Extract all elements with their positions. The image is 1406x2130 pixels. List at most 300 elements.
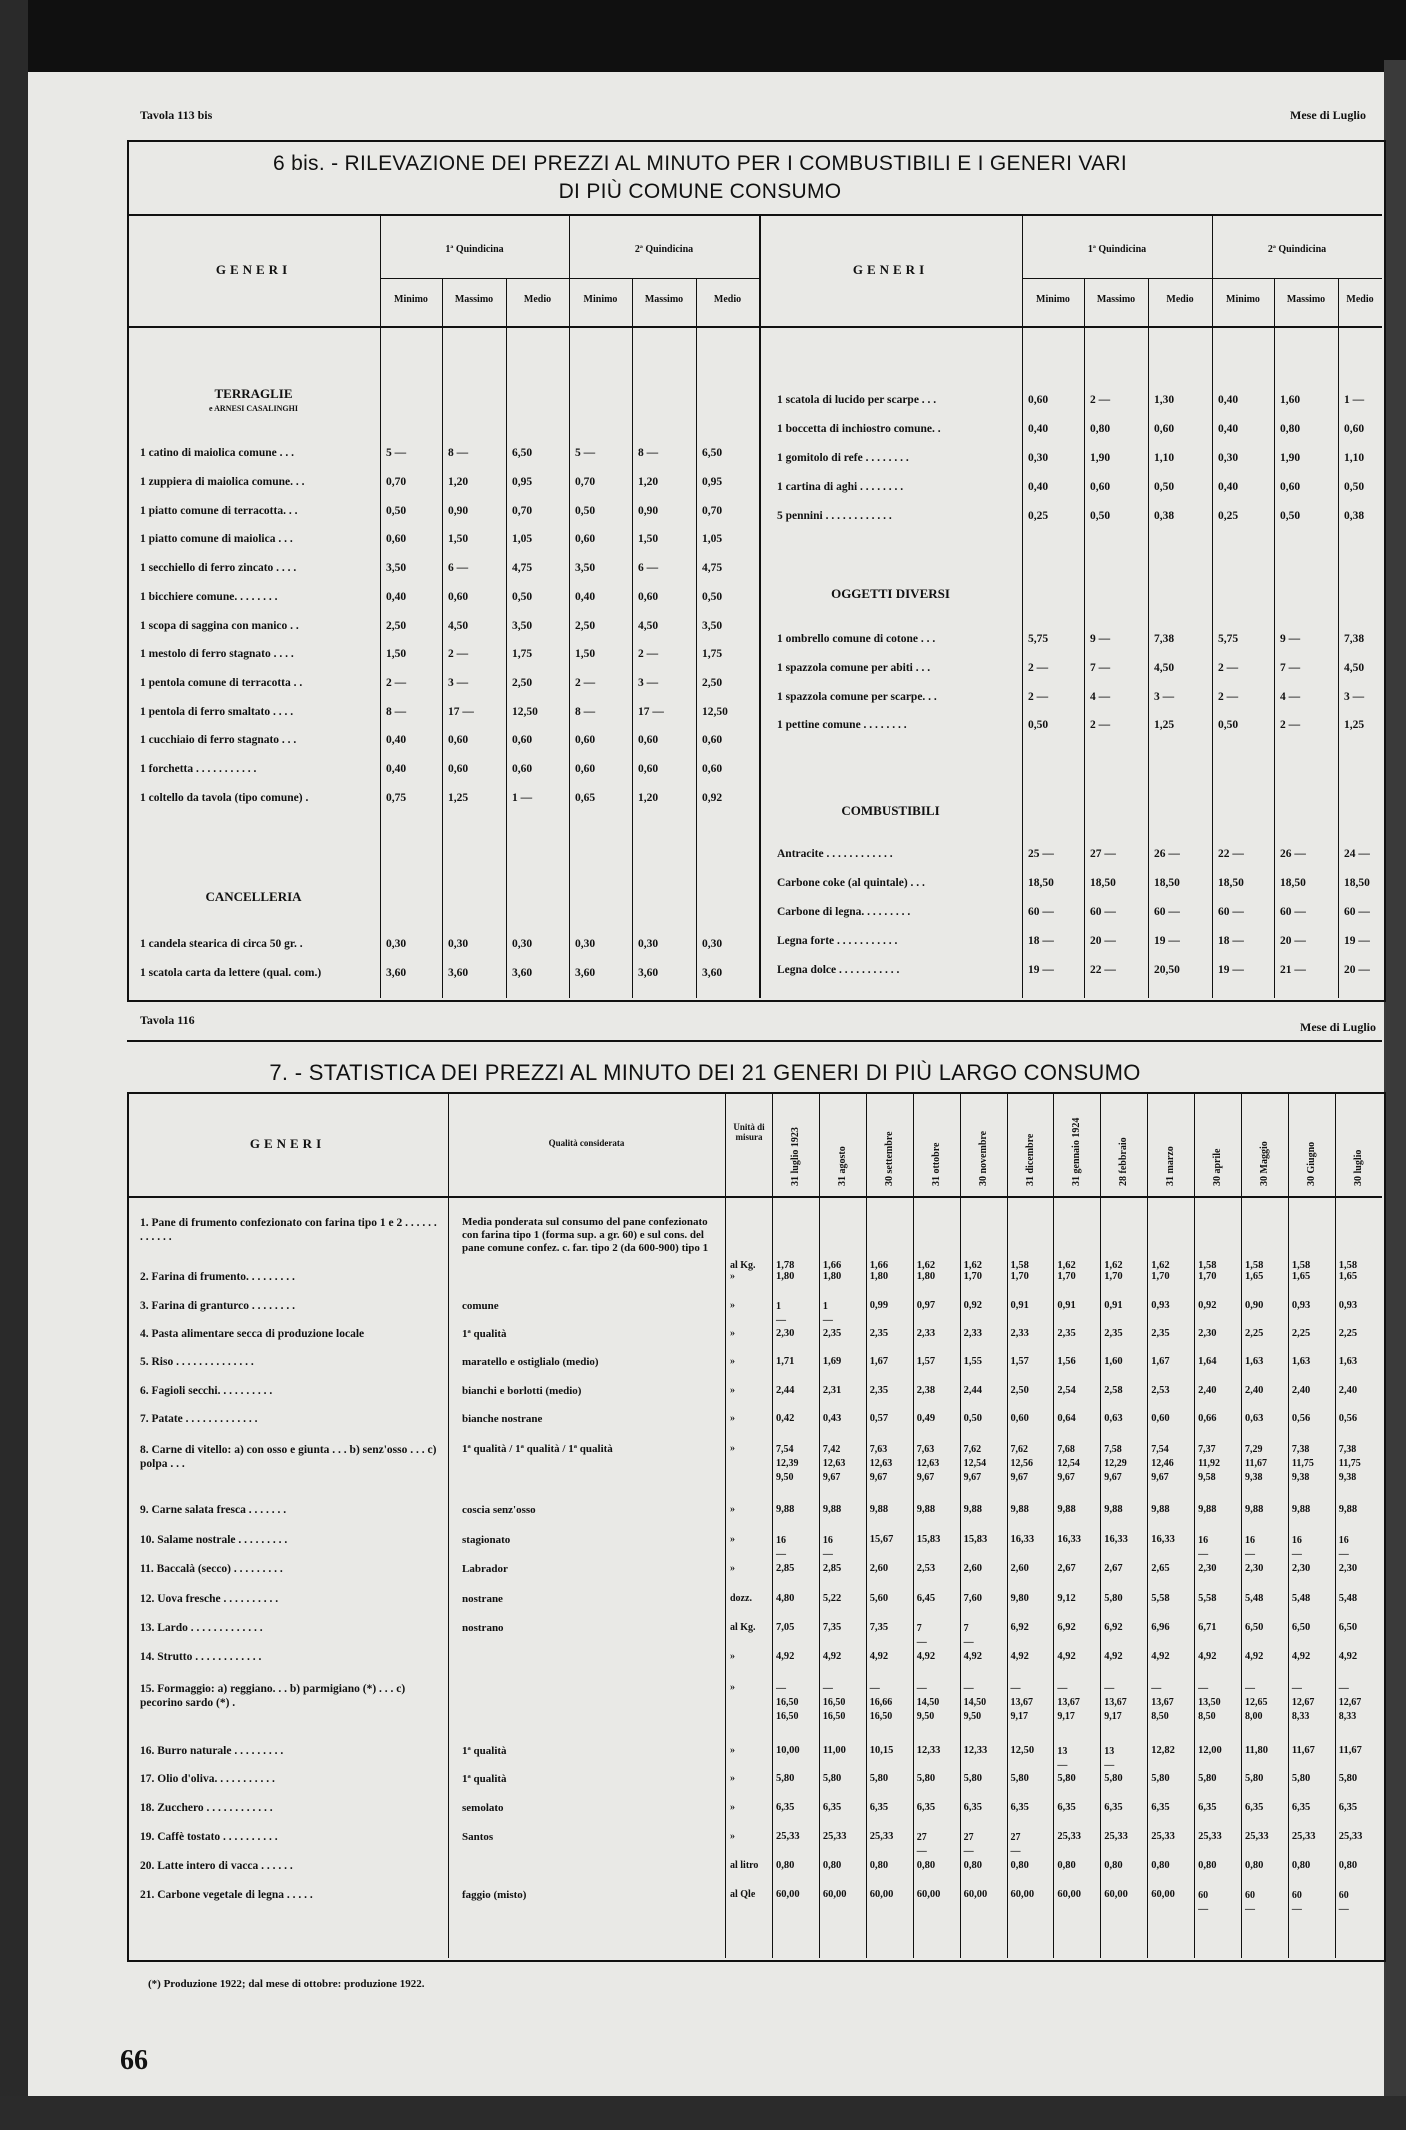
table2-price: 5,80 [1338, 1773, 1358, 1784]
table2-price: 9,88 [1198, 1504, 1217, 1515]
right-item-name: 1 spazzola comune per abiti . . . [777, 662, 931, 674]
left-item-value: 1,50 [575, 648, 596, 660]
rule [1022, 278, 1382, 279]
left-item-value: 0,40 [575, 591, 596, 603]
right-item-value: 1,25 [1344, 719, 1365, 731]
right-item-value: 0,50 [1090, 510, 1111, 522]
left-item-value: 17 — [638, 706, 664, 718]
left-item-value: 8 — [575, 706, 596, 718]
date-column-rule [1288, 1092, 1289, 1958]
table2-price: 10,00 [776, 1745, 800, 1756]
table2-price: 0,80 [1104, 1860, 1123, 1871]
table2-price: 5,80 [1151, 1773, 1170, 1784]
table2-price: 60,00 [963, 1889, 988, 1900]
left-item-value: 6 — [448, 562, 469, 574]
table2-genere-name: 6. Fagioli secchi. . . . . . . . . . [140, 1385, 273, 1397]
right-item-value: 4,50 [1154, 662, 1175, 674]
right-item-value: 4,50 [1344, 662, 1365, 674]
table2-unita-value: » [730, 1328, 735, 1339]
right-item-value: 21 — [1280, 964, 1306, 976]
section-oggetti-diversi: OGGETTI DIVERSI [831, 586, 950, 601]
table2-qualita-value: 1ª qualità [462, 1745, 507, 1757]
table2-price: 60,00 [1151, 1889, 1175, 1900]
table2-price: 2,44 [963, 1385, 982, 1396]
table2-price: 9,88 [776, 1504, 795, 1515]
left-item-value: 3,60 [448, 967, 469, 979]
table2-price: 5,80 [1010, 1773, 1029, 1784]
left-item-value: 4,50 [638, 620, 659, 632]
right-item-value: 1,90 [1280, 452, 1301, 464]
table2-price: 6,35 [1245, 1802, 1264, 1813]
table2-price: 5,58 [1198, 1593, 1217, 1604]
right-item-value: 22 — [1218, 848, 1244, 860]
table2-price: 2,53 [1151, 1385, 1170, 1396]
table2-price: 1,70 [1198, 1271, 1217, 1282]
table2-qualita-value: bianchi e borlotti (medio) [462, 1385, 582, 1397]
table2-price: 1,62 [963, 1260, 982, 1271]
date-column-rule [913, 1092, 914, 1958]
table1-generi-left: GENERI [215, 262, 292, 277]
table2-price: 7,62 12,54 9,67 [963, 1444, 987, 1483]
table2-price: 0,93 [1338, 1300, 1358, 1311]
table2-price: 0,63 [1245, 1413, 1264, 1424]
table2-price: 11,67 [1291, 1745, 1315, 1756]
table2-price: 9,88 [822, 1504, 842, 1515]
right-item-value: 0,80 [1280, 423, 1301, 435]
right-item-value: 0,50 [1344, 481, 1365, 493]
date-column-header: 31 gennaio 1924 [1071, 1117, 1083, 1186]
table2-price: 15,67 [869, 1534, 894, 1545]
table2-price: 0,97 [916, 1300, 936, 1311]
date-column-header: 30 luglio [1352, 1149, 1364, 1186]
left-item-value: 8 — [448, 447, 469, 459]
table2-price: 5,80 [1104, 1593, 1123, 1604]
right-item-value: 7,38 [1344, 633, 1365, 645]
table2-price: 60,00 [1104, 1889, 1128, 1900]
table2-price: 5,80 [1291, 1773, 1311, 1784]
date-column-header: 28 febbraio [1118, 1137, 1130, 1186]
left-item-value: 1,05 [702, 533, 723, 545]
left-item-value: 3,60 [512, 967, 533, 979]
right-item-name: 5 pennini . . . . . . . . . . . . [777, 510, 892, 522]
table2-price: 4,92 [869, 1651, 889, 1662]
table2-price: 4,80 [776, 1593, 795, 1604]
left-item-value: 0,60 [638, 763, 659, 775]
left-item-value: 2,50 [512, 677, 533, 689]
col-medio: Medio [523, 294, 552, 305]
table2-price: 60 — [1291, 1890, 1302, 1915]
table2-price: 6,35 [822, 1802, 842, 1813]
date-column-header: 30 aprile [1212, 1148, 1224, 1186]
table2-price: 7,35 [822, 1622, 842, 1633]
left-item-value: 1,75 [512, 648, 533, 660]
table2-genere-name: 1. Pane di frumento confezionato con farina tipo 1 e 2 . . . . . . . . . . . . [140, 1217, 437, 1243]
table2-price: 12,82 [1151, 1745, 1175, 1756]
table2-price: 1,69 [822, 1356, 842, 1367]
table2-price: 1,70 [1010, 1271, 1029, 1282]
table2-price: 6,35 [776, 1802, 795, 1813]
date-column-header: 30 Maggio [1259, 1141, 1270, 1186]
table2-price: 7,29 11,67 9,38 [1245, 1444, 1267, 1483]
left-item-name: 1 piatto comune di maiolica . . . [140, 533, 293, 545]
right-item-value: 2 — [1090, 394, 1111, 406]
right-item-value: 9 — [1090, 633, 1111, 645]
table2-price: 16,33 [1151, 1534, 1175, 1545]
table2-price: 4,92 [963, 1651, 982, 1662]
right-item-value: 1 — [1344, 394, 1365, 406]
table2-price: 1,65 [1291, 1271, 1311, 1282]
table2-generi: GENERI [249, 1136, 326, 1151]
table2-price: 13 — [1104, 1746, 1115, 1771]
right-item-value: 0,38 [1154, 510, 1175, 522]
table2-price: 9,88 [916, 1504, 936, 1515]
right-item-value: 60 — [1218, 906, 1244, 918]
table2-price: 1,62 [916, 1260, 936, 1271]
table2-unita-value: » [730, 1534, 735, 1545]
table2-price: 16 — [1291, 1535, 1302, 1560]
rule [1274, 278, 1275, 998]
table2-unita-value: » [730, 1443, 735, 1454]
left-item-value: 17 — [448, 706, 474, 718]
rule [1022, 214, 1023, 998]
table2-price: 5,80 [1198, 1773, 1217, 1784]
left-item-value: 4,75 [702, 562, 723, 574]
left-item-value: 0,60 [575, 533, 596, 545]
table2-unita-value: » [730, 1356, 735, 1367]
table2-price: 1,67 [1151, 1356, 1170, 1367]
table2-price: 5,48 [1245, 1593, 1264, 1604]
right-item-value: 2 — [1090, 719, 1111, 731]
right-item-value: 2 — [1028, 691, 1049, 703]
table2-qualita-value: bianche nostrane [462, 1413, 543, 1425]
table2-price: 4,92 [1245, 1651, 1264, 1662]
right-item-value: 22 — [1090, 964, 1116, 976]
table2-price: 6,35 [916, 1802, 936, 1813]
table2-price: 7,60 [963, 1593, 982, 1604]
table2-price: 6,35 [1010, 1802, 1029, 1813]
table2-price: 1,60 [1104, 1356, 1123, 1367]
table2-genere-name: 7. Patate . . . . . . . . . . . . . [140, 1413, 258, 1425]
table2-qualita-value: 1ª qualità / 1ª qualità / 1ª qualità [462, 1443, 613, 1455]
left-item-value: 12,50 [702, 706, 728, 718]
right-item-value: 0,60 [1090, 481, 1111, 493]
left-item-name: 1 zuppiera di maiolica comune. . . [140, 476, 305, 488]
table2-price: 25,33 [869, 1831, 894, 1842]
left-item-value: 0,70 [702, 505, 723, 517]
rule [772, 1092, 773, 1958]
table2-price: 0,64 [1057, 1413, 1076, 1424]
table2-price: 4,92 [1010, 1651, 1029, 1662]
left-item-value: 1 — [512, 792, 533, 804]
table2-price: 6,45 [916, 1593, 936, 1604]
left-item-value: 5 — [386, 447, 407, 459]
table2-price: 6,35 [1338, 1802, 1358, 1813]
rule [380, 278, 760, 279]
rule [442, 278, 443, 998]
left-item-value: 1,25 [448, 792, 469, 804]
rule [448, 1092, 449, 1958]
table2-price: 1,63 [1291, 1356, 1311, 1367]
table2-price: 2,33 [1010, 1328, 1029, 1339]
table2-price: 1,66 [822, 1260, 842, 1271]
right-item-value: 0,50 [1154, 481, 1175, 493]
date-column-rule [960, 1092, 961, 1958]
left-item-value: 1,05 [512, 533, 533, 545]
left-item-value: 3,50 [575, 562, 596, 574]
table2-price: 2,35 [1104, 1328, 1123, 1339]
table2-price: 1,58 [1010, 1260, 1029, 1271]
table2-price: 11,67 [1338, 1745, 1362, 1756]
table2-price: 1,80 [916, 1271, 936, 1282]
table2-price: 0,43 [822, 1413, 842, 1424]
left-item-value: 4,50 [448, 620, 469, 632]
left-item-value: 2,50 [702, 677, 723, 689]
left-item-value: 0,95 [512, 476, 533, 488]
right-item-value: 2 — [1028, 662, 1049, 674]
right-item-value: 0,40 [1218, 394, 1239, 406]
table2-price: 2,40 [1198, 1385, 1217, 1396]
date-column-rule [1335, 1092, 1336, 1958]
table2-price: — 14,50 9,50 [916, 1683, 940, 1722]
table2-price: — 13,67 8,50 [1151, 1683, 1174, 1722]
table2-price: 2,30 [1245, 1563, 1264, 1574]
left-item-value: 0,60 [512, 734, 533, 746]
table2-price: 7,63 12,63 9,67 [869, 1444, 893, 1483]
table2-bottom-rule [127, 1960, 1382, 1962]
right-item-name: Legna forte . . . . . . . . . . . [777, 935, 898, 947]
table2-price: 4,92 [822, 1651, 842, 1662]
table2-price: 2,60 [963, 1563, 982, 1574]
table2-price: 1,66 [869, 1260, 889, 1271]
footnote: (*) Produzione 1922; dal mese di ottobre: produzione 1922. [148, 1978, 425, 1990]
table2-price: 6,50 [1291, 1622, 1311, 1633]
table2-price: — 16,66 16,50 [869, 1683, 893, 1722]
left-item-name: 1 secchiello di ferro zincato . . . . [140, 562, 297, 574]
right-item-value: 1,30 [1154, 394, 1175, 406]
right-item-value: 20,50 [1154, 964, 1180, 976]
table2-price: 1,55 [963, 1356, 982, 1367]
table2-price: 0,49 [916, 1413, 936, 1424]
table2-price: 9,88 [1245, 1504, 1264, 1515]
table2-price: 1,58 [1291, 1260, 1311, 1271]
table2-price: 6,50 [1245, 1622, 1264, 1633]
left-item-value: 0,60 [386, 533, 407, 545]
q2-header-left: 2ª Quindicina [634, 244, 694, 255]
table2-price: 2,35 [822, 1328, 842, 1339]
right-item-value: 4 — [1280, 691, 1301, 703]
left-item-name: 1 scopa di saggina con manico . . [140, 620, 299, 632]
table2-price: — 12,65 8,00 [1245, 1683, 1268, 1722]
table2-price: 1,58 [1338, 1260, 1358, 1271]
right-item-value: 20 — [1280, 935, 1306, 947]
table2-price: 60,00 [1010, 1889, 1035, 1900]
date-column-rule [1194, 1092, 1195, 1958]
date-column-header: 31 ottobre [930, 1142, 942, 1186]
left-item-name: 1 mestolo di ferro stagnato . . . . [140, 648, 294, 660]
table2-qualita-value: faggio (misto) [462, 1889, 527, 1901]
left-item-value: 3,50 [386, 562, 407, 574]
table2-price: 27 — [916, 1832, 927, 1857]
right-item-value: 7,38 [1154, 633, 1175, 645]
rule [632, 278, 633, 998]
table2-price: 2,30 [1338, 1563, 1358, 1574]
table2-price: 0,80 [822, 1860, 842, 1871]
table2-price: 25,33 [1057, 1831, 1082, 1842]
col-massimo: Massimo [1096, 294, 1136, 305]
table2-price: 2,33 [963, 1328, 982, 1339]
right-item-value: 9 — [1280, 633, 1301, 645]
table2-price: 2,58 [1104, 1385, 1123, 1396]
right-item-value: 0,25 [1218, 510, 1239, 522]
table2-price: 1,57 [1010, 1356, 1029, 1367]
left-item-value: 0,60 [448, 591, 469, 603]
table2-price: 1,58 [1198, 1260, 1217, 1271]
table2-unita-value: » [730, 1504, 735, 1515]
table2-genere-name: 5. Riso . . . . . . . . . . . . . . [140, 1356, 254, 1368]
table2-price: 9,12 [1057, 1593, 1076, 1604]
table2-price: 0,93 [1151, 1300, 1170, 1311]
left-item-value: 1,20 [448, 476, 469, 488]
right-item-value: 0,60 [1280, 481, 1301, 493]
right-item-name: 1 gomitolo di refe . . . . . . . . [777, 452, 909, 464]
right-item-value: 18,50 [1028, 877, 1054, 889]
table2-price: 4,92 [1151, 1651, 1170, 1662]
left-item-name: 1 coltello da tavola (tipo comune) . [140, 792, 309, 804]
right-item-value: 5,75 [1028, 633, 1049, 645]
table2-price: 2,53 [916, 1563, 936, 1574]
rule [1338, 278, 1339, 998]
section-terraglie: TERRAGLIE [214, 386, 293, 401]
table2-price: 1,62 [1057, 1260, 1076, 1271]
left-item-name: 1 piatto comune di terracotta. . . [140, 505, 298, 517]
table1-title-rule [127, 214, 1382, 216]
left-item-name: 1 catino di maiolica comune . . . [140, 447, 294, 459]
table2-price: 1,70 [1057, 1271, 1076, 1282]
left-item-value: 2 — [575, 677, 596, 689]
table2-qualita-value: Santos [462, 1831, 494, 1843]
right-item-value: 0,50 [1280, 510, 1301, 522]
left-item-value: 2,50 [386, 620, 407, 632]
scan-border-bottom [0, 2096, 1406, 2130]
left-item-name: 1 cucchiaio di ferro stagnato . . . [140, 734, 297, 746]
table2-genere-name: 16. Burro naturale . . . . . . . . . [140, 1745, 284, 1757]
right-item-value: 3 — [1154, 691, 1175, 703]
table2-price: 9,88 [1151, 1504, 1170, 1515]
table2-price: 1,58 [1245, 1260, 1264, 1271]
table2-qualita-value: 1ª qualità [462, 1328, 507, 1340]
table2-price: 6,96 [1151, 1622, 1170, 1633]
left-item-value: 0,65 [575, 792, 596, 804]
table2-price: 0,57 [869, 1413, 889, 1424]
left-item-name: 1 forchetta . . . . . . . . . . . [140, 763, 257, 775]
date-column-header: 31 dicembre [1024, 1133, 1036, 1186]
left-item-name: 1 candela stearica di circa 50 gr. . [140, 938, 303, 950]
rule [569, 214, 570, 998]
table2-price: 2,67 [1057, 1563, 1076, 1574]
table2-price: 16 — [1198, 1535, 1209, 1560]
date-column-header: 30 novembre [977, 1130, 989, 1186]
table2-price: 60 — [1198, 1890, 1209, 1915]
table2-qualita-value: semolato [462, 1802, 504, 1814]
right-item-value: 19 — [1218, 964, 1244, 976]
table2-genere-name: 18. Zucchero . . . . . . . . . . . . [140, 1802, 273, 1814]
left-item-value: 3,50 [702, 620, 723, 632]
left-item-value: 3,60 [638, 967, 659, 979]
table2-price: — 16,50 16,50 [776, 1683, 799, 1722]
right-item-value: 18,50 [1344, 877, 1370, 889]
date-column-rule [1100, 1092, 1101, 1958]
left-item-value: 1,20 [638, 476, 659, 488]
left-item-value: 0,70 [575, 476, 596, 488]
table2-price: 0,80 [869, 1860, 889, 1871]
table2-price: 2,60 [1010, 1563, 1029, 1574]
table2-title: 7. - STATISTICA DEI PREZZI AL MINUTO DEI 21 GENERI DI PIÙ LARGO CONSUMO [269, 1060, 1141, 1085]
right-item-name: Legna dolce . . . . . . . . . . . [777, 964, 900, 976]
left-item-value: 0,60 [575, 734, 596, 746]
left-item-value: 3,50 [512, 620, 533, 632]
left-item-value: 6,50 [702, 447, 723, 459]
right-item-value: 0,50 [1218, 719, 1239, 731]
section-cancelleria: CANCELLERIA [205, 889, 302, 904]
right-item-value: 2 — [1218, 662, 1239, 674]
left-item-value: 0,30 [386, 938, 407, 950]
right-item-value: 5,75 [1218, 633, 1239, 645]
right-item-name: 1 spazzola comune per scarpe. . . [777, 691, 937, 703]
right-item-value: 0,30 [1028, 452, 1049, 464]
table2-price: 0,80 [916, 1860, 936, 1871]
left-item-value: 4,75 [512, 562, 533, 574]
table2-price: 0,80 [1057, 1860, 1076, 1871]
table2-price: 7,54 12,39 9,50 [776, 1444, 799, 1483]
table2-price: 2,33 [916, 1328, 936, 1339]
table2-price: 25,33 [1104, 1831, 1128, 1842]
right-item-value: 1,60 [1280, 394, 1301, 406]
right-item-value: 18,50 [1090, 877, 1116, 889]
table2-price: 4,92 [1338, 1651, 1358, 1662]
right-item-value: 60 — [1154, 906, 1180, 918]
right-item-value: 7 — [1090, 662, 1111, 674]
table2-price: 25,33 [822, 1831, 847, 1842]
left-item-value: 0,90 [448, 505, 469, 517]
right-item-value: 0,25 [1028, 510, 1049, 522]
table2-price: 4,92 [776, 1651, 795, 1662]
table2-unita-value: dozz. [730, 1593, 752, 1604]
right-item-value: 2 — [1280, 719, 1301, 731]
left-item-value: 1,50 [638, 533, 659, 545]
table2-price: 7 — [963, 1623, 974, 1648]
table2-price: 25,33 [776, 1831, 800, 1842]
table2-price: 4,92 [1057, 1651, 1076, 1662]
col-massimo: Massimo [1286, 294, 1326, 305]
table2-price: 7,63 12,63 9,67 [916, 1444, 940, 1483]
table2-price: 1,78 [776, 1260, 795, 1271]
right-item-name: 1 cartina di aghi . . . . . . . . [777, 481, 904, 493]
table2-price: — 14,50 9,50 [963, 1683, 987, 1722]
right-item-name: Carbone di legna. . . . . . . . . [777, 906, 911, 918]
table1-generi-right: GENERI [852, 262, 929, 277]
table2-price: 7,58 12,29 9,67 [1104, 1444, 1127, 1483]
table2-price: 5,80 [1104, 1773, 1123, 1784]
table2-unita-value: al Kg. [730, 1260, 756, 1271]
left-item-value: 0,70 [512, 505, 533, 517]
table2-price: 1,57 [916, 1356, 936, 1367]
table2-genere-name: 13. Lardo . . . . . . . . . . . . . [140, 1622, 263, 1634]
rule [1084, 278, 1085, 998]
table2-price: 7 — [916, 1623, 927, 1648]
right-item-value: 0,60 [1154, 423, 1175, 435]
left-item-value: 0,75 [386, 792, 407, 804]
col-minimo: Minimo [1036, 294, 1070, 305]
